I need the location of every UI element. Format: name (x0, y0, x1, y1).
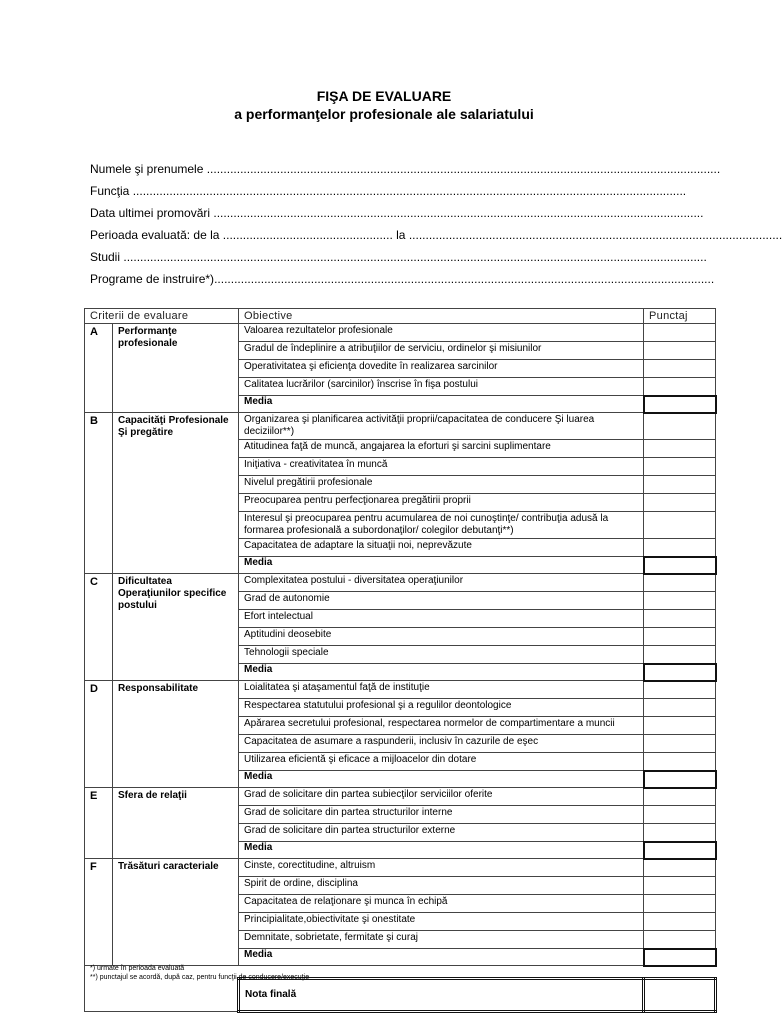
objective: Tehnologii speciale (239, 646, 644, 664)
score-cell[interactable] (644, 378, 716, 396)
final-row (85, 978, 716, 1011)
score-cell[interactable] (644, 494, 716, 512)
score-cell[interactable] (644, 413, 716, 440)
media-score-cell[interactable] (644, 664, 716, 681)
score-cell[interactable] (644, 788, 716, 806)
evaluation-table (84, 308, 717, 1013)
objective: Preocuparea pentru perfecţionarea pregătirii proprii (239, 494, 644, 512)
header-score: Punctaj (644, 309, 716, 324)
objective: Atitudinea faţă de muncă, angajarea la eforturi şi sarcini suplimentare (239, 440, 644, 458)
field-function[interactable]: Funcţia ...................................................................................................................................................................... (90, 184, 687, 198)
score-cell[interactable] (644, 806, 716, 824)
group-letter: F (85, 859, 113, 966)
objective: Demnitate, sobrietate, fermitate şi curaj (239, 931, 644, 949)
score-cell[interactable] (644, 574, 716, 592)
field-period[interactable]: Perioada evaluată: de la ................................................... la ................................................................................................................ (90, 228, 782, 242)
objective: Operativitatea şi eficienţa dovedite în realizarea sarcinilor (239, 360, 644, 378)
group-letter: A (85, 324, 113, 413)
objective: Complexitatea postului - diversitatea operaţiunilor (239, 574, 644, 592)
page-title: FIŞA DE EVALUARE (316, 88, 452, 104)
header-objectives: Obiective (239, 309, 644, 324)
score-cell[interactable] (644, 913, 716, 931)
media-label: Media (239, 771, 644, 788)
field-training[interactable]: Programe de instruire*)...................................................................................................................................................... (90, 272, 715, 286)
score-cell[interactable] (644, 610, 716, 628)
page-subtitle: a performanţelor profesionale ale salariatului (234, 106, 534, 122)
group-name: Trăsături caracteriale (113, 859, 239, 966)
objective: Organizarea şi planificarea activităţii proprii/capacitatea de conducere Şi luarea deciziilor**) (239, 413, 644, 440)
table-row (85, 574, 716, 592)
objective: Respectarea statutului profesional şi a regulilor deontologice (239, 699, 644, 717)
score-cell[interactable] (644, 476, 716, 494)
objective: Grad de solicitare din partea subiecţilor serviciilor oferite (239, 788, 644, 806)
field-last-promotion[interactable]: Data ultimei promovări ................................................................................................................................................... (90, 206, 704, 220)
score-cell[interactable] (644, 592, 716, 610)
media-label: Media (239, 557, 644, 574)
objective: Capacitatea de asumare a raspunderii, inclusiv în cazurile de eşec (239, 735, 644, 753)
score-cell[interactable] (644, 628, 716, 646)
score-cell[interactable] (644, 824, 716, 842)
media-label: Media (239, 949, 644, 966)
media-label: Media (239, 396, 644, 413)
score-cell[interactable] (644, 440, 716, 458)
group-letter: B (85, 413, 113, 574)
score-cell[interactable] (644, 342, 716, 360)
media-score-cell[interactable] (644, 771, 716, 788)
group-letter: C (85, 574, 113, 681)
field-studies[interactable]: Studii ............................................................................................................................................................................... (90, 250, 707, 264)
table-header-row (85, 309, 716, 324)
final-grade-label: Nota finală (239, 978, 644, 1011)
objective: Efort intelectual (239, 610, 644, 628)
objective: Cinste, corectitudine, altruism (239, 859, 644, 877)
header-criteria: Criterii de evaluare (85, 309, 239, 324)
media-score-cell[interactable] (644, 949, 716, 966)
score-cell[interactable] (644, 458, 716, 476)
group-name: Performanţe profesionale (113, 324, 239, 413)
footnote: **) punctajul se acordă, după caz, pentru funcţii de conducere/execuţie (90, 974, 310, 981)
media-label: Media (239, 664, 644, 681)
group-letter: E (85, 788, 113, 859)
objective: Principialitate,obiectivitate şi onestitate (239, 913, 644, 931)
objective: Iniţiativa - creativitatea în muncă (239, 458, 644, 476)
table-row (85, 324, 716, 342)
objective: Valoarea rezultatelor profesionale (239, 324, 644, 342)
score-cell[interactable] (644, 324, 716, 342)
footnotes (90, 964, 309, 982)
media-score-cell[interactable] (644, 557, 716, 574)
score-cell[interactable] (644, 646, 716, 664)
objective: Utilizarea eficientă şi eficace a mijloacelor din dotare (239, 753, 644, 771)
score-cell[interactable] (644, 360, 716, 378)
table-row (85, 413, 716, 440)
table-row (85, 681, 716, 699)
objective: Spirit de ordine, disciplina (239, 877, 644, 895)
score-cell[interactable] (644, 681, 716, 699)
group-name: Sfera de relaţii (113, 788, 239, 859)
group-name: Dificultatea Operaţiunilor specifice postului (113, 574, 239, 681)
score-cell[interactable] (644, 859, 716, 877)
field-name[interactable]: Numele şi prenumele .......................................................................................................................................................... (90, 162, 721, 176)
score-cell[interactable] (644, 877, 716, 895)
final-grade-cell[interactable] (644, 978, 716, 1011)
media-label: Media (239, 842, 644, 859)
objective: Grad de autonomie (239, 592, 644, 610)
score-cell[interactable] (644, 931, 716, 949)
objective: Nivelul pregătirii profesionale (239, 476, 644, 494)
score-cell[interactable] (644, 699, 716, 717)
group-name: Responsabilitate (113, 681, 239, 788)
score-cell[interactable] (644, 735, 716, 753)
objective: Grad de solicitare din partea structurilor externe (239, 824, 644, 842)
score-cell[interactable] (644, 717, 716, 735)
score-cell[interactable] (644, 753, 716, 771)
objective: Gradul de îndeplinire a atribuţiilor de serviciu, ordinelor şi misiunilor (239, 342, 644, 360)
group-name: Capacităţi Profesionale Şi pregătire (113, 413, 239, 574)
media-score-cell[interactable] (644, 842, 716, 859)
score-cell[interactable] (644, 512, 716, 539)
objective: Calitatea lucrărilor (sarcinilor) înscrise în fişa postului (239, 378, 644, 396)
objective: Loialitatea şi ataşamentul faţă de instituţie (239, 681, 644, 699)
group-letter: D (85, 681, 113, 788)
objective: Interesul şi preocuparea pentru acumularea de noi cunoştinţe/ contribuţia adusă la formarea profesională a subordonaţilor/ colegilor debutanţi**) (239, 512, 644, 539)
objective: Aptitudini deosebite (239, 628, 644, 646)
footnote: *) urmate în perioada evaluată (90, 965, 185, 972)
objective: Capacitatea de adaptare la situaţii noi, neprevăzute (239, 539, 644, 557)
score-cell[interactable] (644, 895, 716, 913)
media-score-cell[interactable] (644, 396, 716, 413)
objective: Apărarea secretului profesional, respectarea normelor de compartimentare a muncii (239, 717, 644, 735)
table-row (85, 859, 716, 877)
table-row (85, 788, 716, 806)
score-cell[interactable] (644, 539, 716, 557)
objective: Grad de solicitare din partea structurilor interne (239, 806, 644, 824)
objective: Capacitatea de relaţionare şi munca în echipă (239, 895, 644, 913)
